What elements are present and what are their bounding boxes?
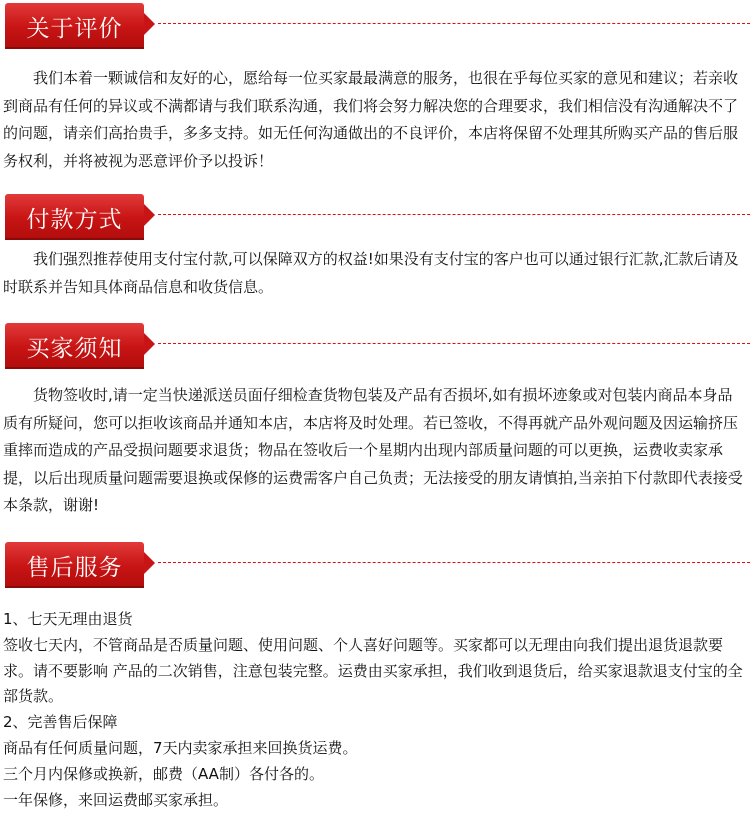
section-title: 买家须知	[26, 336, 123, 362]
after-sales-list	[3, 607, 745, 813]
header-tab	[5, 542, 144, 586]
buyer-notice-text: 货物签收时,请一定当快递派送员面仔细检查货物包装及产品有否损坏,如有损坏迹象或对包装内商品本身品质有所疑问，您可以拒收该商品并通知本店，本店将及时处理。若已签收，不得再就产品外观问题及因运输挤压重摔而造成的产品受损问题要求退货；物品在签收后一个星期内出现内部质量问题的可以更换，运费收卖家承提，以后出现质量问题需要退换或保修的运费需客户自己负责；无法接受的朋友请慎拍,当亲拍下付款即代表接受本条款，谢谢!	[3, 386, 743, 514]
after-sales-line: 三个月内保修或换新，邮费（AA制）各付各的。	[3, 764, 324, 783]
dashed-divider	[158, 214, 750, 215]
after-sales-line: 2、完善售后保障	[3, 713, 118, 732]
header-arrow-icon	[144, 333, 155, 355]
after-sales-line: 签收七天内，不管商品是否质量问题、使用问题、个人喜好问题等。买家都可以无理由向我们提出退货退款要求。请不要影响 产品的二次销售，注意包装完整。运费由买家承担，我们收到退货后，给买家退款退支付宝的全部货款。	[3, 635, 743, 706]
dashed-divider	[158, 562, 750, 563]
header-arrow-icon	[144, 13, 155, 35]
section-header-evaluation	[5, 3, 750, 47]
section-header-after-sales	[5, 542, 750, 586]
header-tab	[5, 194, 144, 238]
header-tab	[5, 323, 144, 367]
payment-text: 我们强烈推荐使用支付宝付款,可以保障双方的权益!如果没有支付宝的客户也可以通过银行汇款,汇款后请及时联系并告知具体商品信息和收货信息。	[3, 250, 739, 296]
header-arrow-icon	[144, 204, 155, 226]
after-sales-line: 一年保修，来回运费邮买家承担。	[3, 790, 229, 809]
evaluation-text: 我们本着一颗诚信和友好的心，愿给每一位买家最最满意的服务，也很在乎每位买家的意见和建议；若亲收到商品有任何的异议或不满都请与我们联系沟通，我们将会努力解决您的合理要求，我们相信没有沟通解决不了的问题，请亲们高抬贵手，多多支持。如无任何沟通做出的不良评价，本店将保留不处理其所购买产品的售后服务权利，并将被视为恶意评价予以投诉！	[3, 69, 739, 170]
section-title: 关于评价	[26, 16, 123, 42]
section-header-payment	[5, 194, 750, 238]
after-sales-line: 1、七天无理由退货	[3, 610, 133, 628]
dashed-divider	[158, 23, 750, 24]
header-tab	[5, 3, 144, 47]
dashed-divider	[158, 343, 750, 344]
section-title: 售后服务	[26, 555, 123, 581]
section-title: 付款方式	[26, 207, 123, 233]
section-header-buyer-notice	[5, 323, 750, 367]
after-sales-line: 商品有任何质量问题，7天内卖家承担来回换货运费。	[3, 738, 358, 757]
header-arrow-icon	[144, 552, 155, 574]
